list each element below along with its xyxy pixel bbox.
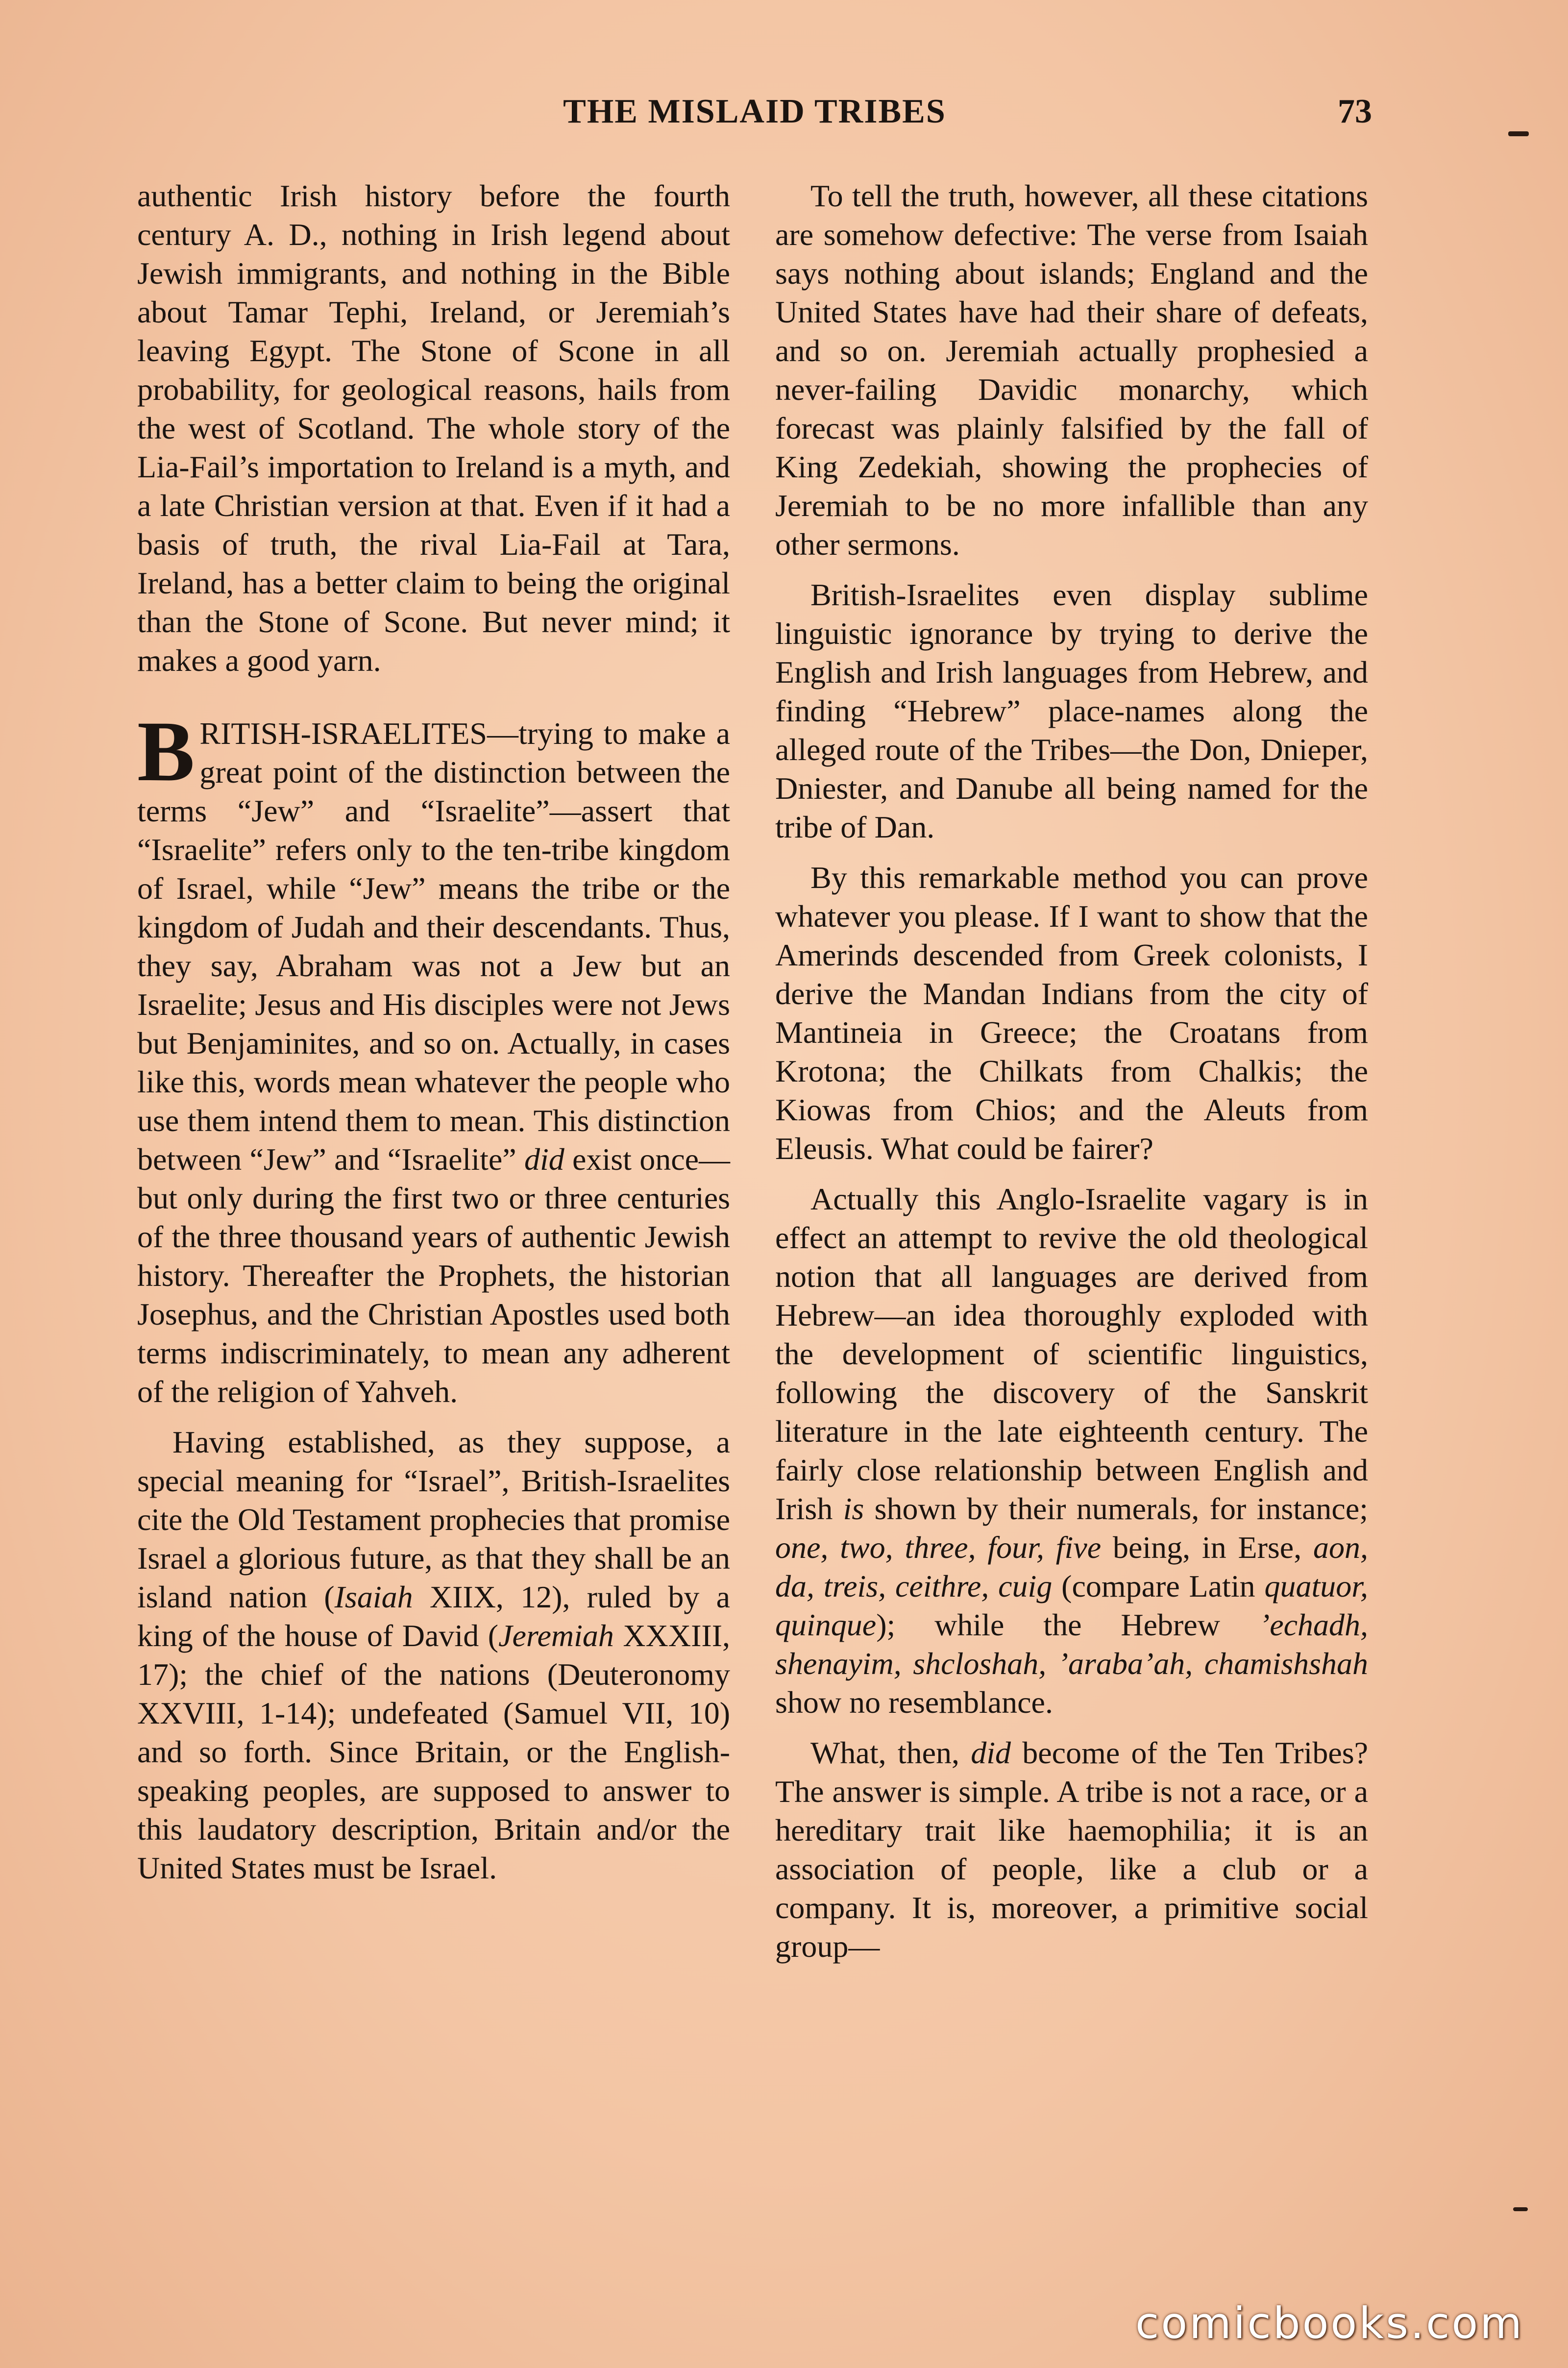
scripture-reference: Isaiah: [334, 1579, 413, 1614]
paragraph-text: exist once—but only during the first two or three centuries of the three thousand years of authentic Jewish history. Thereafter the Prophets, the historian Josephus, and the Christian Apostles used both terms indiscriminately, to mean any adherent of the religion of Yahveh.: [137, 1142, 731, 1409]
paragraph: [775, 1180, 1368, 1722]
paragraph: [137, 1423, 730, 1887]
paragraph-text: XIIX, 12), ruled by a king of the house of David (: [137, 1579, 731, 1653]
paragraph: [137, 704, 731, 1411]
emphasis: did: [524, 1142, 564, 1177]
paragraph: authentic Irish history before the fourth century A. D., nothing in Irish legend about Jewish immigrants, and nothing in the Bible about Tamar Tephi, Ireland, or Jeremiah’s leaving Egypt. The Stone of Scone in all probability, for geological reasons, hails from the west of Scotland. The whole story of the Lia-Fail’s importation to Ireland is a myth, and a late Christian version at that. Even if it had a basis of truth, the rival Lia-Fail at Tara, Ireland, has a better claim to being the original than the Stone of Scone. But never mind; it makes a good yarn.: [137, 178, 730, 678]
left-column: [137, 176, 730, 1899]
edge-mark: [1513, 2207, 1528, 2211]
latin-numerals: quatuor, quinque: [775, 1569, 1369, 1642]
emphasis: did: [971, 1735, 1011, 1770]
paragraph-text: (compare Latin: [1061, 1569, 1255, 1603]
english-numerals: one, two, three, four, five: [775, 1530, 1102, 1565]
right-column: [775, 176, 1368, 1977]
drop-cap: B: [137, 704, 195, 799]
paragraph: By this remarkable method you can prove whatever you please. If I want to show that the Amerinds descended from Greek colonists, I derive the Mandan Indians from the city of Mantineia in Greece; the Croatans from Krotona; the Chilkats from Chalkis; the Kiowas from Chios; and the Aleuts from Eleusis. What could be fairer?: [775, 860, 1368, 1166]
paragraph-text: being, in Erse,: [1112, 1530, 1302, 1565]
paragraph-text: show no resemblance.: [775, 1685, 1053, 1720]
watermark: comicbooks.com: [1135, 2298, 1524, 2348]
paragraph-text: become of the Ten Tribes? The answer is simple. A tribe is not a race, or a hereditary trait like haemophilia; it is an association of people, like a club or a company. It is, moreover, a primitive social group—: [775, 1735, 1369, 1964]
erse-numerals: aon, da, treis, ceithre, cuig: [775, 1530, 1369, 1603]
paragraph-text: XXXIII, 17); the chief of the nations (Deuteronomy XXVIII, 1-14); undefeated (Samuel VII, 10) and so forth. Since Britain, or the English-speaking peoples, are supposed to answer to this laudatory description, Britain and/or the United States must be Israel.: [137, 1618, 731, 1885]
paragraph-text: ); while the Hebrew: [876, 1607, 1220, 1642]
paragraph: [775, 1733, 1368, 1966]
page-number: 73: [1338, 93, 1372, 130]
page-header: [137, 92, 1372, 151]
paragraph-text: shown by their numerals, for instance;: [874, 1491, 1369, 1526]
emphasis: is: [843, 1491, 864, 1526]
paragraph-text: What, then,: [810, 1735, 960, 1770]
paragraph-text: Actually this Anglo-Israelite vagary is in effect an attempt to revive the old theological notion that all languages are derived from Hebrew—an idea thoroughly exploded with the development of scientific linguistics, following the discovery of the Sanskrit literature in the late eighteenth century. The fairly close relationship between English and Irish: [775, 1182, 1368, 1526]
paragraph: British-Israelites even display sublime linguistic ignorance by trying to derive the English and Irish languages from Hebrew, and finding “Hebrew” place-names along the alleged route of the Tribes—the Don, Dnieper, Dniester, and Danube all being named for the tribe of Dan.: [775, 577, 1368, 844]
scripture-reference: Jeremiah: [498, 1618, 614, 1653]
paragraph: To tell the truth, however, all these citations are somehow defective: The verse from Isaiah says nothing about islands; England and the United States have had their share of defeats, and so on. Jeremiah actually prophesied a never-failing Davidic monarchy, which forecast was plainly falsified by the fall of King Zedekiah, showing the prophecies of Jeremiah to be no more infallible than any other sermons.: [775, 178, 1368, 562]
edge-mark: [1508, 131, 1529, 136]
paragraph-text: RITISH-ISRAELITES—trying to make a great point of the distinction between the terms “Jew” and “Israelite”—assert that “Israelite” refers only to the ten-tribe kingdom of Israel, while “Jew” means the tribe or the kingdom of Judah and their descendants. Thus, they say, Abraham was not a Jew but an Israelite; Jesus and His disciples were not Jews but Benjaminites, and so on. Actually, in cases like this, words mean whatever the people who use them intend them to mean. This distinction between “Jew” and “Israelite”: [137, 716, 730, 1177]
paragraph-text: Having established, as they suppose, a special meaning for “Israel”, British-Israelites cite the Old Testament prophecies that promise Israel a glorious future, as that they shall be an island nation (: [137, 1425, 730, 1614]
running-head: THE MISLAID TRIBES: [563, 93, 946, 130]
hebrew-numerals: ’echadh, shenayim, shcloshah, ’araba’ah, chamishshah: [775, 1607, 1369, 1681]
